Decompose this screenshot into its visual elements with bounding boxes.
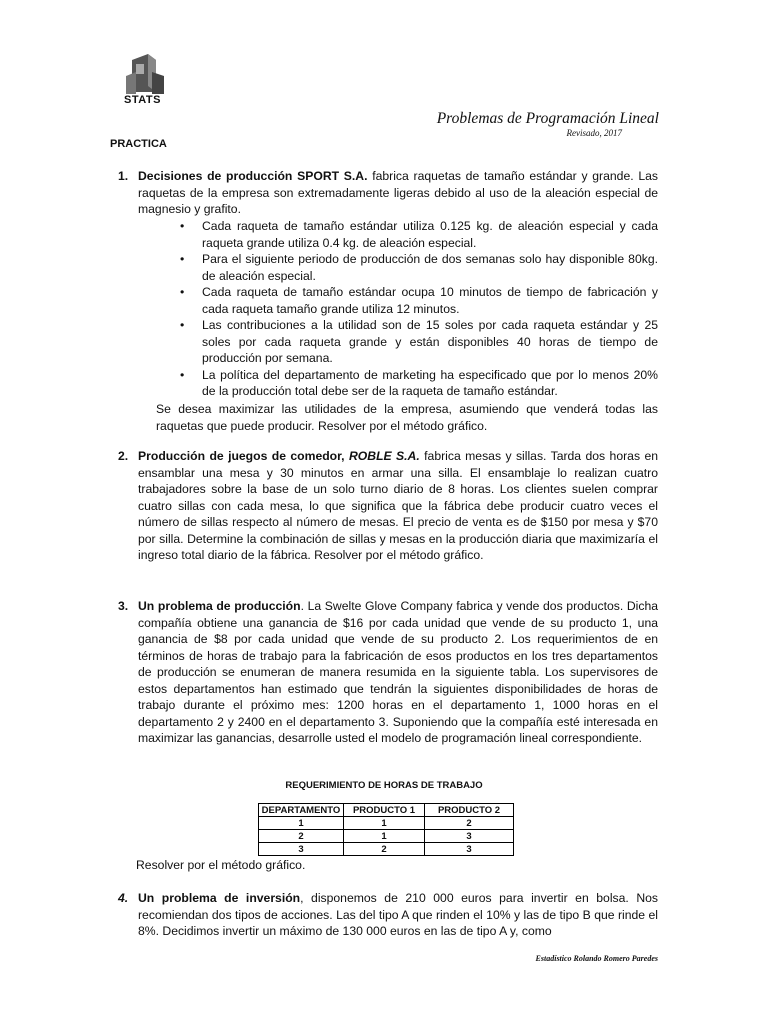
table-header: PRODUCTO 2 <box>425 804 514 817</box>
problem-text: fabrica mesas y sillas. Tarda dos horas en ensamblar una mesa y 30 minutos en armar una silla. El ensamblaje lo realizan cuatro trabajadores sobre la base de un solo turno diario de 8 horas. Los clientes suelen comprar cuatro sillas con cada mesa, lo que significa que la fábrica debe producir cuatro veces el número de sillas respecto al número de mesas. El precio de venta es de $150 por mesa y $70 por silla. Determine la combinación de sillas y mesas en la producción diaria que maximizaría el ingreso total diario de la fábrica. Resolver por el método gráfico. <box>138 449 659 562</box>
list-item: • Cada raqueta de tamaño estándar ocupa 10 minutos de tiempo de fabricación y cada raqueta tamaño grande utiliza 12 minutos. <box>180 285 658 316</box>
problem-heading: Un problema de inversión <box>138 891 301 905</box>
problem-3 <box>118 598 658 747</box>
table-header: PRODUCTO 1 <box>344 804 425 817</box>
problem-number: 3. <box>118 599 129 613</box>
problem-heading: Decisiones de producción SPORT S.A. <box>138 169 368 183</box>
problem-1-closing: Se desea maximizar las utilidades de la empresa, asumiendo que venderá todas las raquetas que puede producir. Resolver por el método gráfico. <box>156 402 658 433</box>
table-row: 1 1 2 <box>259 817 514 830</box>
problem-2 <box>118 448 658 564</box>
logo-text: STATS <box>124 94 161 106</box>
company-name: ROBLE S.A. <box>348 449 420 463</box>
bullet-icon: • <box>180 367 185 382</box>
problem-number: 1. <box>118 169 129 183</box>
list-item: • La política del departamento de marketing ha especificado que por lo menos 20% de la producción total debe ser de la raqueta de tamaño estándar. <box>180 367 658 398</box>
problem-intro: fabrica raquetas de tamaño estándar y grande. Las raquetas de la empresa son extremadamente ligeras debido al uso de la aleación especial de magnesio y grafito. <box>138 169 658 216</box>
list-item: • Las contribuciones a la utilidad son de 15 soles por cada raqueta estándar y 25 soles por cada raqueta grande y están disponibles 40 horas de tiempo de producción por semana. <box>180 318 658 365</box>
problem-1-bullets <box>180 218 658 400</box>
list-item: • Para el siguiente periodo de producción de dos semanas solo hay disponible 80kg. de aleación especial. <box>180 252 658 283</box>
problem-3-after-table: Resolver por el método gráfico. <box>136 858 306 872</box>
table-row: 2 1 3 <box>259 830 514 843</box>
bullet-icon: • <box>180 285 185 299</box>
problem-number: 4. <box>118 891 129 905</box>
table-header-row <box>259 804 514 817</box>
bullet-icon: • <box>180 219 185 233</box>
problem-4 <box>118 890 658 940</box>
problem-text: . La Swelte Glove Company fabrica y vende dos productos. Dicha compañía obtiene una ganancia de $16 por cada unidad que vende de su producto 1, una ganancia de $8 por cada unidad que vende de su producto 2. Los requerimientos de en términos de horas de trabajo para la fabricación de esos productos en los tres departamentos de producción se enumeran de manera resumida en la siguiente tabla. Los supervisores de estos departamentos han estimado que tendrán la siguientes disponibilidades de horas de trabajo durante el próximo mes: 1200 horas en el departamento 1, 1000 horas en el departamento 2 y 2400 en el departamento 3. Suponiendo que la compañía esté interesada en maximizar las ganancias, desarrolle usted el modelo de programación lineal correspondiente. <box>138 599 658 745</box>
problem-text: , disponemos de 210 000 euros para invertir en bolsa. Nos recomiendan dos tipos de acciones. Las del tipo A que rinden el 10% y las de tipo B que rinde el 8%. Decidimos invertir un máximo de 130 000 euros en las de tipo A y, como <box>138 891 659 938</box>
section-title: PRACTICA <box>110 138 167 150</box>
table-header: DEPARTAMENTO <box>259 804 344 817</box>
problem-number: 2. <box>118 449 129 463</box>
footer-author: Estadístico Rolando Romero Paredes <box>535 954 658 963</box>
problem-heading: Producción de juegos de comedor, <box>138 449 349 463</box>
problem-1 <box>118 168 658 218</box>
page-subtitle: Revisado, 2017 <box>566 128 622 138</box>
problem-heading: Un problema de producción <box>138 599 301 613</box>
table-row: 3 2 3 <box>259 843 514 856</box>
bullet-icon: • <box>180 252 185 266</box>
table-title: REQUERIMIENTO DE HORAS DE TRABAJO <box>285 780 483 791</box>
bullet-icon: • <box>180 318 185 332</box>
requirements-table <box>258 803 514 856</box>
page-title: Problemas de Programación Lineal <box>436 110 659 127</box>
list-item: • Cada raqueta de tamaño estándar utiliza 0.125 kg. de aleación especial y cada raqueta grande utiliza 0.4 kg. de aleación especial. <box>180 219 658 250</box>
